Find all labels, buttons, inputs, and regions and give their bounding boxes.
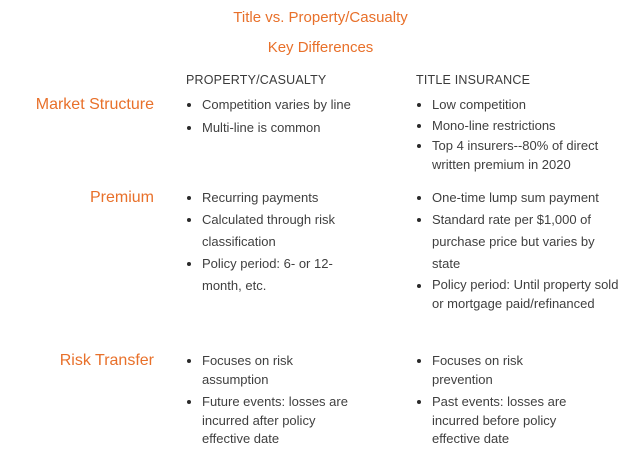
bullet-icon [417,196,421,200]
list-item: Multi-line is common [186,119,386,138]
page-title: Title vs. Property/Casualty [233,9,408,26]
risk-transfer-ti-list [416,352,581,453]
row-label-market-structure: Market Structure [35,96,154,113]
list-item: Competition varies by line [186,96,386,115]
column-header-property-casualty: PROPERTY/CASUALTY [186,73,327,87]
list-item: Calculated through risk classification [186,209,366,253]
column-header-title-insurance: TITLE INSURANCE [416,73,531,87]
bullet-icon [187,126,191,130]
list-item: Standard rate per $1,000 of purchase price but varies by state [416,209,622,275]
list-item: Future events: losses are incurred after policy effective date [186,393,361,449]
list-item: One-time lump sum payment [416,187,626,209]
market-structure-ti-list [416,96,626,178]
bullet-icon [417,359,421,363]
list-item: Past events: losses are incurred before policy effective date [416,393,581,449]
bullet-icon [417,144,421,148]
bullet-icon [187,359,191,363]
bullet-icon [417,103,421,107]
bullet-icon [417,400,421,404]
list-item: Mono-line restrictions [416,117,626,136]
premium-pc-list [186,187,366,301]
bullet-icon [187,103,191,107]
list-item: Policy period: 6- or 12-month, etc. [186,253,366,297]
bullet-icon [417,218,421,222]
bullet-icon [417,284,421,288]
list-item: Focuses on risk assumption [186,352,361,389]
list-item: Policy period: Until property sold or mortgage paid/refinanced [416,275,627,313]
page-subtitle: Key Differences [267,39,374,56]
list-item: Focuses on risk prevention [416,352,581,389]
bullet-icon [187,196,191,200]
row-label-risk-transfer: Risk Transfer [59,352,154,369]
bullet-icon [417,124,421,128]
premium-ti-list [416,187,626,317]
list-item: Recurring payments [186,187,366,209]
market-structure-pc-list [186,96,386,141]
list-item: Top 4 insurers--80% of direct written premium in 2020 [416,137,626,174]
bullet-icon [187,262,191,266]
bullet-icon [187,218,191,222]
risk-transfer-pc-list [186,352,361,453]
bullet-icon [187,400,191,404]
row-label-premium: Premium [89,189,154,206]
list-item: Low competition [416,96,626,115]
